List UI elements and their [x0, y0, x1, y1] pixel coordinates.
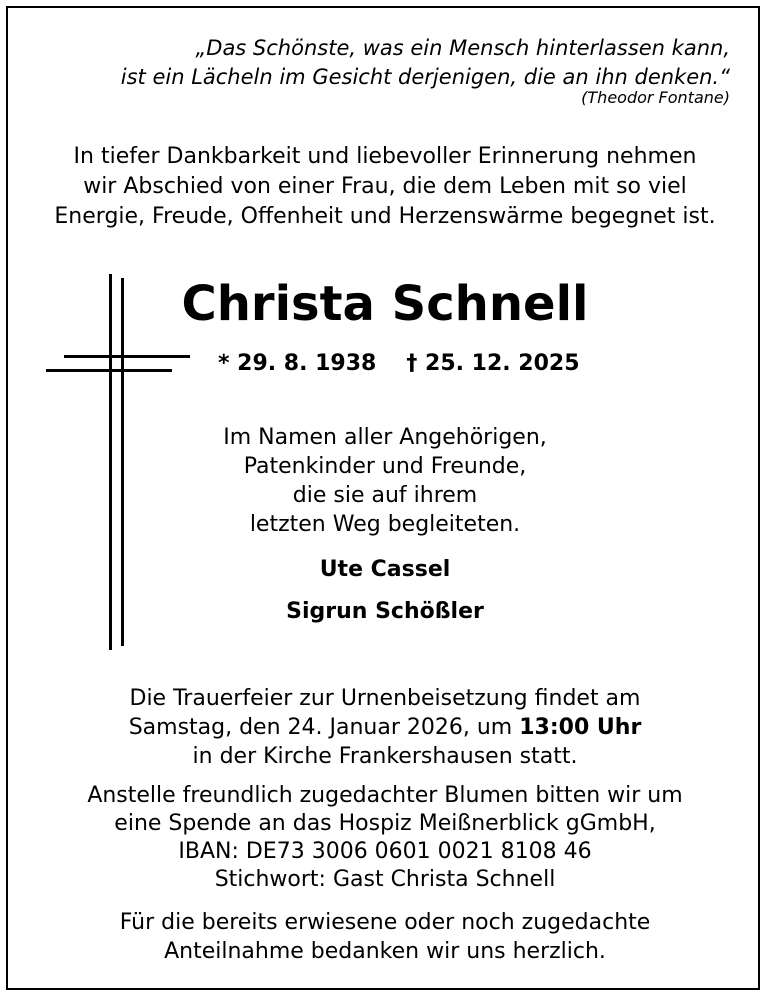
funeral-line [20, 713, 750, 742]
funeral-date: Samstag, den 24. Januar 2026, um [128, 715, 520, 740]
intro-line: Energie, Freude, Offenheit und Herzenswärme begegnet ist. [54, 204, 716, 229]
mourner-name: Ute Cassel [319, 557, 451, 582]
funeral-line: Die Trauerfeier zur Urnenbeisetzung findet am [129, 686, 641, 711]
intro-text [20, 142, 750, 232]
donation-line: Anstelle freundlich zugedachter Blumen bitten wir um [87, 783, 683, 808]
family-line: letzten Weg begleiteten. [249, 512, 521, 537]
thanks-line: Anteilnahme bedanken wir uns herzlich. [164, 939, 606, 964]
quote-source: (Theodor Fontane) [581, 88, 730, 107]
life-dates [218, 348, 638, 380]
donation-iban: IBAN: DE73 3006 0601 0021 8108 46 [178, 839, 592, 864]
birth-date: * 29. 8. 1938 [218, 351, 377, 376]
deceased-name: Christa Schnell [181, 276, 589, 332]
quote-line: ist ein Lächeln im Gesicht derjenigen, die an ihn denken.“ [120, 65, 730, 89]
intro-line: wir Abschied von einer Frau, die dem Leben mit so viel [83, 174, 687, 199]
funeral-info [20, 684, 750, 771]
family-line: die sie auf ihrem [292, 483, 478, 508]
family-text [180, 423, 590, 539]
quote-line: „Das Schönste, was ein Mensch hinterlassen kann, [195, 36, 730, 60]
donation-line: eine Spende an das Hospiz Meißnerblick gGmbH, [114, 811, 656, 836]
quote [30, 34, 730, 92]
family-line: Im Namen aller Angehörigen, [223, 425, 547, 450]
thanks-line: Für die bereits erwiesene oder noch zugedachte [119, 910, 651, 935]
funeral-time: 13:00 Uhr [519, 715, 642, 740]
intro-line: In tiefer Dankbarkeit und liebevoller Erinnerung nehmen [73, 144, 697, 169]
thanks-text [20, 908, 750, 966]
mourner-name: Sigrun Schößler [286, 599, 484, 624]
donation-keyword: Stichwort: Gast Christa Schnell [214, 867, 556, 892]
death-date: † 25. 12. 2025 [406, 351, 580, 376]
donation-info [20, 782, 750, 894]
funeral-line: in der Kirche Frankershausen statt. [192, 744, 578, 769]
family-line: Patenkinder und Freunde, [243, 454, 527, 479]
